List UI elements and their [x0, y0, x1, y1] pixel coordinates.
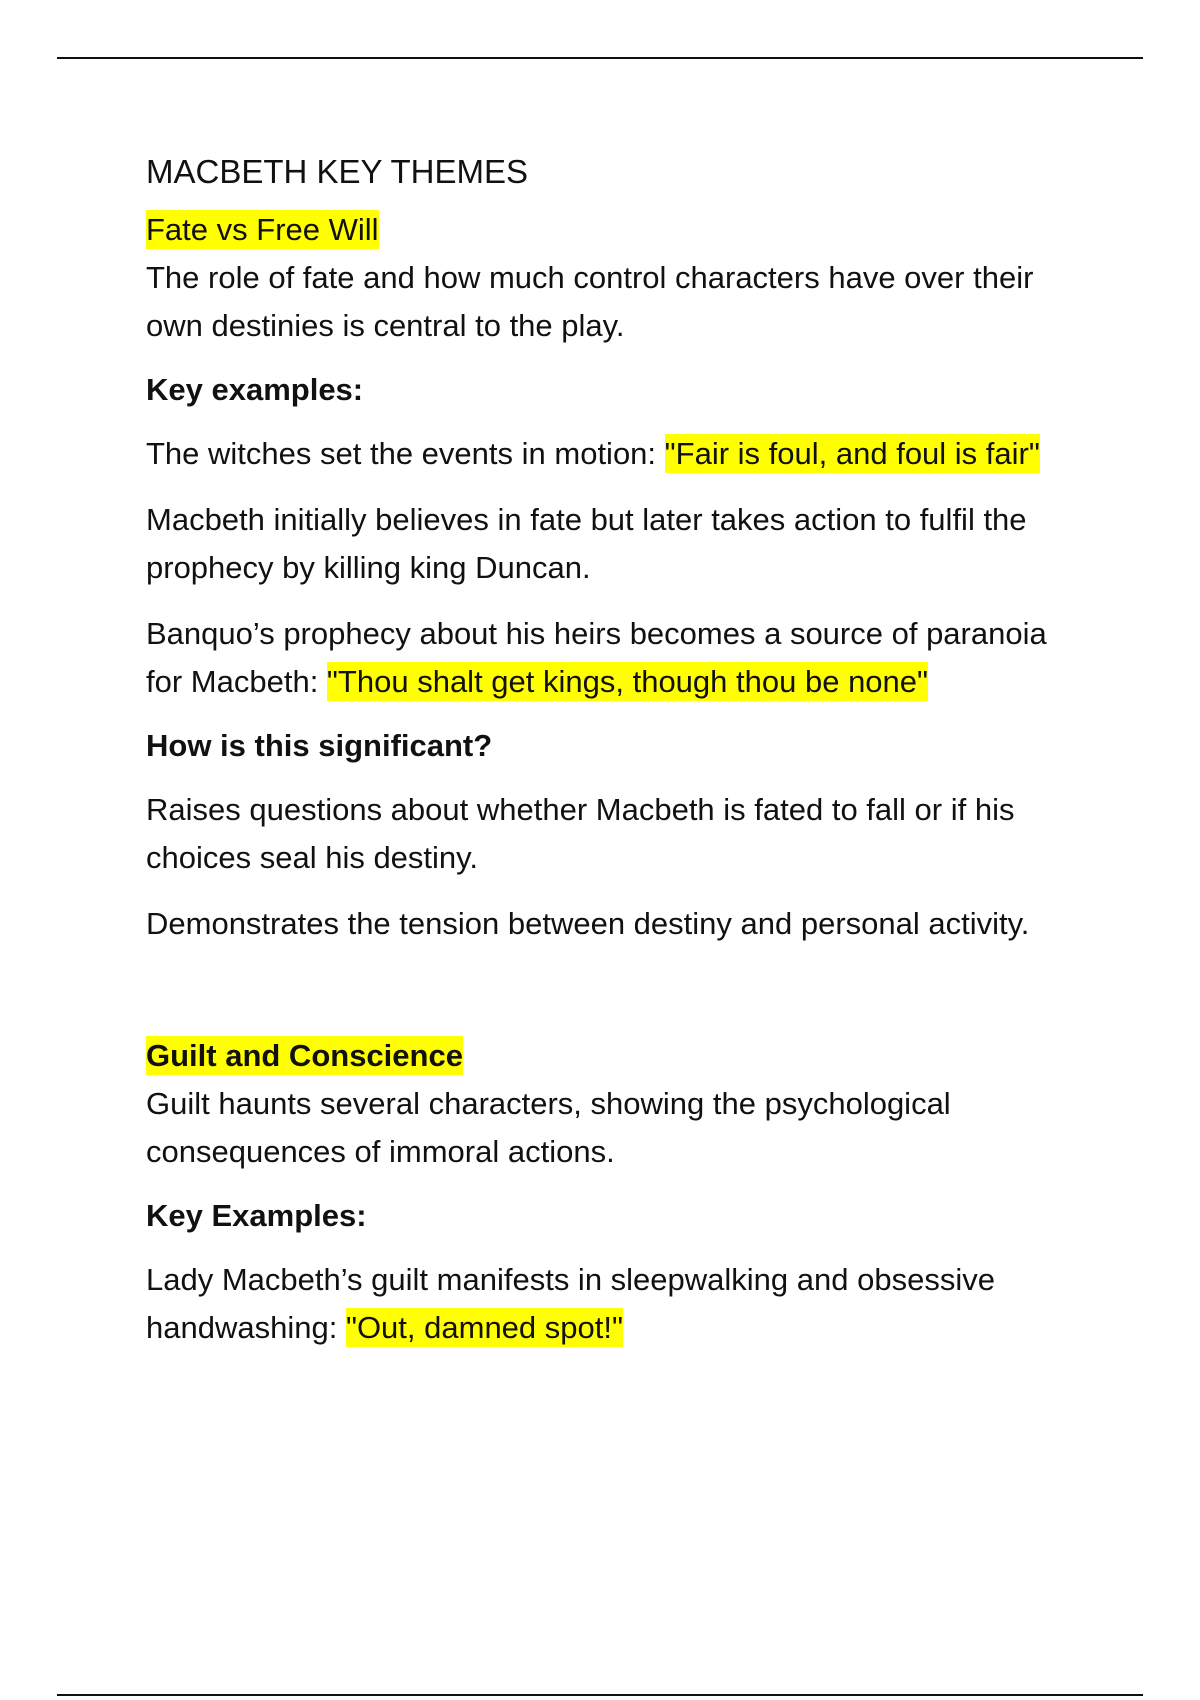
section-heading-text: Fate vs Free Will: [146, 212, 379, 247]
significance-label: How is this significant?: [146, 728, 493, 763]
section-heading: [146, 206, 1076, 254]
example-item: [146, 1256, 1076, 1352]
document-title: MACBETH KEY THEMES: [146, 153, 529, 190]
example-item: [146, 430, 1076, 478]
header-rule: [57, 57, 1143, 59]
section-heading-text: Guilt and Conscience: [146, 1038, 463, 1073]
section-heading: [146, 1032, 1076, 1080]
example-item: [146, 496, 1076, 592]
example-quote: "Out, damned spot!": [345, 1310, 623, 1345]
significance-item: Demonstrates the tension between destiny and personal activity.: [146, 906, 1030, 941]
document-body: [146, 150, 1076, 1368]
section-fate-vs-free-will: [146, 206, 1076, 948]
example-text: Lady Macbeth’s guilt manifests in sleepwalking and obsessive handwashing:: [146, 1262, 995, 1345]
example-quote: "Fair is foul, and foul is fair": [664, 436, 1040, 471]
section-guilt-and-conscience: [146, 1032, 1076, 1352]
example-text: The witches set the events in motion:: [146, 436, 665, 471]
example-item: [146, 610, 1076, 706]
example-quote: "Thou shalt get kings, though thou be none": [326, 664, 929, 699]
footer-rule: [57, 1694, 1143, 1696]
section-intro: Guilt haunts several characters, showing the psychological consequences of immoral actions.: [146, 1086, 951, 1169]
section-intro: The role of fate and how much control characters have over their own destinies is central to the play.: [146, 260, 1034, 343]
section-spacer: [146, 964, 1076, 1032]
example-text: Banquo’s prophecy about his heirs becomes a source of paranoia for Macbeth:: [146, 616, 1047, 699]
example-text: Macbeth initially believes in fate but later takes action to fulfil the prophecy by killing king Duncan.: [146, 502, 1027, 585]
key-examples-label: Key Examples:: [146, 1198, 367, 1233]
key-examples-label: Key examples:: [146, 372, 364, 407]
significance-item: Raises questions about whether Macbeth is fated to fall or if his choices seal his destiny.: [146, 792, 1015, 875]
